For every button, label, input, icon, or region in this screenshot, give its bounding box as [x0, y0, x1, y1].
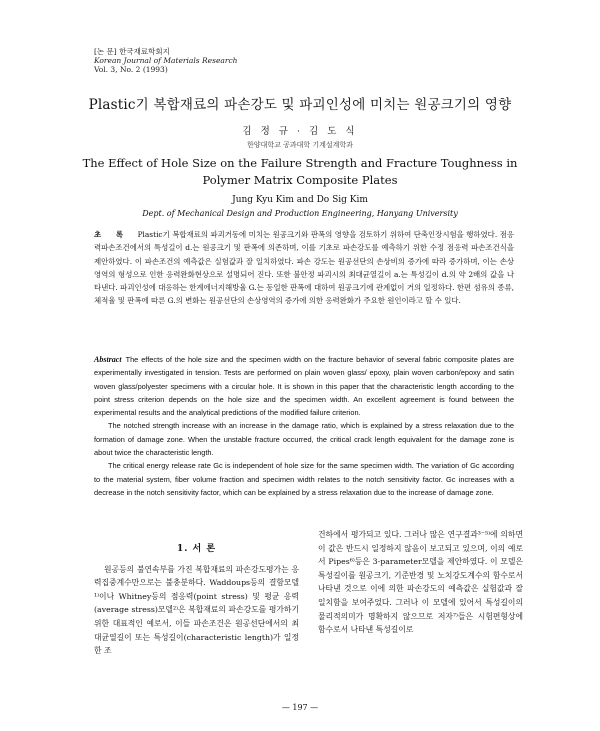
- paper-title-ko: Plastic기 복합재료의 파손강도 및 파괴인성에 미치는 원공크기의 영향: [88, 97, 512, 113]
- abstract-ko-label: 초 록: [94, 230, 130, 239]
- abstract-ko: [94, 228, 514, 308]
- affiliation-ko: 한양대학교 공과대학 기계설계학과: [247, 141, 353, 149]
- abstract-en-para2: The notched strength increase with an increase in the damage ratio, which is explained by a stress relaxation due to the formation of damage zone. When the unstable fracture occurred, the critical crack length equivalent for the damage zone is about twice the characteristic length.: [94, 421, 514, 458]
- paper-title-en-line1: The Effect of Hole Size on the Failure Strength and Fracture Toughness in: [82, 156, 518, 170]
- journal-header: [94, 47, 237, 74]
- journal-name-ko: [논 문] 한국재료학회지: [94, 47, 170, 56]
- abstract-en-para3: The critical energy release rate Gc is independent of hole size for the same specimen width. The variation of Gc according to the material system, fiber volume fraction and specimen width relates to the notch sensitivity factor. Gc increases with a decrease in the notch sensitivity factor, which can be explained by a stress relaxation due to the increase of damage zone.: [94, 461, 514, 497]
- abstract-en-para1: [94, 353, 514, 419]
- journal-volume: Vol. 3, No. 2 (1993): [94, 65, 168, 74]
- intro-text-right: 건하에서 평가되고 있다. 그러나 많은 연구결과³⁻⁵⁾에 의하면 이 값은 반드시 일정하지 않음이 보고되고 있으며, 이의 예로서 Pipes⁶⁾등은 3-parameter모델을 제안하였다. 이 모델은 특성길이를 원공크기, 기준반경 및 노치강도계수의 함수로서 나타낸 것으로 이에 의한 파손강도의 예측값은 실험값과 잘 일치함을 보여주었다. 그러나 이 모델에 있어서 특성길이의 물리적의미가 명확하지 않으므로 저자⁷⁾들은 시험편형상에 함수로서 나타낸 특성길이로: [318, 530, 523, 635]
- section-heading: 1. 서 론: [176, 544, 217, 554]
- journal-name-en: Korean Journal of Materials Research: [94, 56, 238, 65]
- affiliation-en: Dept. of Mechanical Design and Production Engineering, Hanyang University: [142, 209, 458, 218]
- abstract-en-label: Abstract: [94, 355, 122, 364]
- abstract-en-p1: The effects of the hole size and the specimen width on the fracture behavior of several fabric composite plates are experimentally investigated in tension. Tests are performed on plain woven glass/ epoxy, plain woven carbon/epoxy and satin woven glass/polyester specimens with a circular hole. It is shown in this paper that the characteristic length according to the point stress criterion depends on the hole size and the specimen width. An excellent agreement is found between the experimental results and the analytical predictions of the modified failure criterion.: [94, 355, 514, 418]
- intro-text-left: 원공등의 불연속부를 가진 복합재료의 파손강도평가는 응력집중계수만으로는 불충분하다. Waddoups등의 결함모델¹⁾이나 Whitney등의 점응력(point stress) 및 평균 응력(average stress)모델²⁾은 복합재료의 파손강도를 평가하기 위한 대표적인 예로서, 이들 파손조건은 원공선단에서의 최대균열길이 또는 특성길이(characteristic length)가 일정한 조: [94, 564, 299, 656]
- body-column-left: [94, 543, 299, 658]
- page-number: — 197 —: [281, 703, 319, 712]
- paper-title-en: [0, 155, 600, 189]
- paper-title-en-line2: Polymer Matrix Composite Plates: [202, 173, 398, 187]
- abstract-en: [94, 353, 514, 499]
- body-column-right: [318, 528, 523, 637]
- authors-ko: 김 정 규 · 김 도 식: [242, 126, 358, 137]
- abstract-ko-text: Plastic기 복합재료의 파괴거동에 미치는 원공크기와 판폭의 영향을 검토하기 위하여 단축인장시험을 행하였다. 점응력파손조건에서의 특성길이 d.는 원공크기 및 판폭에 의존하며, 이를 기초로 파손강도를 예측하기 위한 수정 점응력 파손조건식을 제안하였다. 이 파손조건의 예측값은 실험값과 잘 일치하였다. 파손 강도는 원공선단의 손상비의 증가에 따라 증가하며, 이는 손상영역의 형성으로 인한 응력완화현상으로 설명되어 진다. 또한 불안정 파괴시의 최대균열길이 a.는 특성길이 d.의 약 2배의 값을 나타낸다. 파괴인성에 대응하는 한계에너지해방율 G.는 동일한 판폭에 대하여 원공크기에 관계없이 거의 일정하다. 한편 섬유의 종류, 체적율 및 판폭에 따른 G.의 변화는 원공선단의 손상영역의 증가에 의한 응력완화가 주요한 원인이라고 할 수 있다.: [94, 230, 514, 306]
- authors-en: Jung Kyu Kim and Do Sig Kim: [232, 195, 368, 205]
